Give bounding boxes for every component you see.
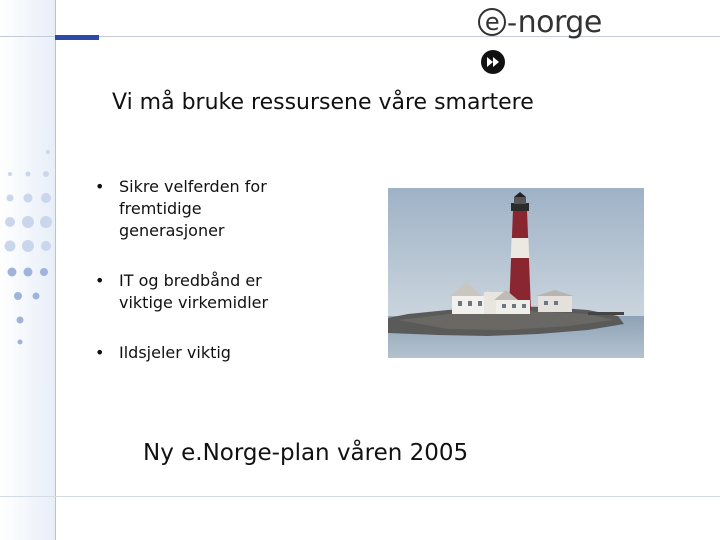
decorative-dots xyxy=(0,140,60,360)
lighthouse-photo xyxy=(388,188,644,358)
accent-bar xyxy=(55,35,99,40)
slide-title: Vi må bruke ressursene våre smartere xyxy=(112,90,534,115)
bullet-marker: • xyxy=(95,177,105,196)
logo-word: norge xyxy=(517,4,602,40)
bullet-marker: • xyxy=(95,343,105,362)
bullet-marker: • xyxy=(95,271,105,290)
footer-note: Ny e.Norge-plan våren 2005 xyxy=(143,440,469,466)
footer-divider xyxy=(0,496,720,497)
bullet-item xyxy=(95,270,305,314)
bullet-text: Sikre velferden for fremtidige generasjoner xyxy=(119,177,267,240)
bullet-text: IT og bredbånd er viktige virkemidler xyxy=(119,271,269,312)
bullet-list xyxy=(95,176,305,392)
fast-forward-icon xyxy=(481,50,505,74)
bullet-item xyxy=(95,342,305,364)
logo-dash: - xyxy=(507,5,517,39)
logo-e: e xyxy=(478,8,506,36)
bullet-item xyxy=(95,176,305,242)
bullet-text: Ildsjeler viktig xyxy=(119,343,231,362)
header-divider xyxy=(0,36,720,37)
e-norge-logo xyxy=(478,4,602,40)
